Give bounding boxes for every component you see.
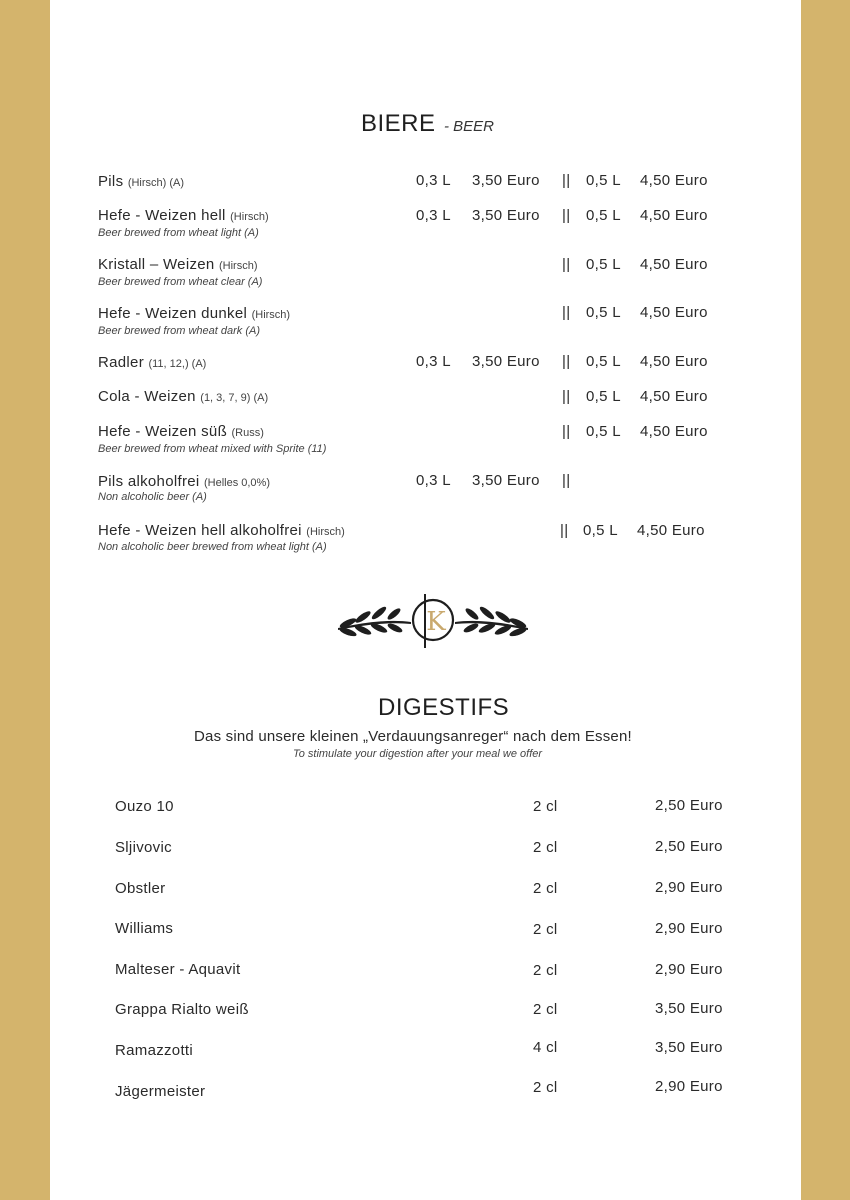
digestif-price: 2,90 Euro (655, 961, 723, 978)
digestif-volume: 2 cl (533, 962, 558, 979)
digestif-name: Obstler (115, 880, 166, 897)
beer-large-volume: 0,5 L (586, 388, 621, 405)
laurel-k-monogram-icon (333, 590, 533, 650)
beer-item-title (98, 388, 268, 406)
beer-name: Hefe - Weizen süß (98, 423, 228, 440)
beer-description: Beer brewed from wheat dark (A) (98, 325, 261, 337)
beer-item-title (98, 173, 184, 191)
beer-note: (Helles 0,0%) (203, 477, 270, 489)
beer-note: (Hirsch) (218, 260, 258, 272)
beer-description: Non alcoholic beer (A) (98, 491, 207, 503)
beer-large-price: 4,50 Euro (640, 172, 708, 189)
digestif-name: Ouzo 10 (115, 798, 174, 815)
beer-note: (Hirsch) (251, 309, 291, 321)
digestif-name: Ramazzotti (115, 1042, 194, 1059)
digestif-name: Sljivovic (115, 839, 172, 856)
digestif-volume: 2 cl (533, 1079, 558, 1096)
digestif-volume: 2 cl (533, 880, 558, 897)
beer-note: (Russ) (231, 427, 264, 439)
beer-large-price: 4,50 Euro (640, 388, 708, 405)
beer-name: Hefe - Weizen dunkel (98, 305, 248, 322)
beer-note: (11, 12,) (A) (148, 358, 207, 370)
beer-note: (1, 3, 7, 9) (A) (200, 392, 269, 404)
beer-small-price: 3,50 Euro (472, 207, 540, 224)
logo-letter: K (426, 607, 446, 637)
beer-small-price: 3,50 Euro (472, 353, 540, 370)
beer-description: Beer brewed from wheat mixed with Sprite (11) (98, 443, 327, 455)
digestif-volume: 2 cl (533, 1001, 558, 1018)
digestif-intro: Das sind unsere kleinen „Verdauungsanreger“ nach dem Essen! (194, 728, 632, 745)
digestif-volume: 2 cl (533, 921, 558, 938)
beer-large-volume: 0,5 L (586, 172, 621, 189)
beer-item-title (98, 473, 270, 491)
digestif-price: 2,50 Euro (655, 838, 723, 855)
digestif-price: 2,90 Euro (655, 879, 723, 896)
beer-description: Beer brewed from wheat clear (A) (98, 276, 263, 288)
beer-item-title (98, 256, 257, 274)
beer-name: Pils (98, 173, 124, 190)
beer-name: Hefe - Weizen hell (98, 207, 226, 224)
beer-name: Cola - Weizen (98, 388, 196, 405)
beer-large-price: 4,50 Euro (640, 423, 708, 440)
beer-note: (Hirsch) (306, 526, 345, 538)
beer-section-subtitle: - BEER (443, 118, 494, 135)
digestif-price: 2,50 Euro (655, 797, 723, 814)
beer-large-volume: 0,5 L (586, 207, 621, 224)
beer-item-title (98, 305, 290, 323)
beer-large-price: 4,50 Euro (640, 256, 708, 273)
menu-page (50, 0, 801, 1200)
beer-large-price: 4,50 Euro (640, 353, 708, 370)
digestif-intro-en: To stimulate your digestion after your meal we offer (293, 748, 543, 760)
beer-large-volume: 0,5 L (586, 256, 621, 273)
digestif-name: Malteser - Aquavit (115, 961, 241, 978)
digestif-name: Williams (115, 920, 174, 937)
beer-large-volume: 0,5 L (586, 353, 621, 370)
beer-small-volume: 0,3 L (416, 172, 451, 189)
beer-large-volume: 0,5 L (586, 423, 621, 440)
digestif-volume: 2 cl (533, 839, 558, 856)
price-separator: || (562, 256, 571, 273)
digestif-volume: 4 cl (533, 1039, 558, 1056)
beer-small-volume: 0,3 L (416, 472, 451, 489)
digestif-price: 2,90 Euro (655, 1078, 723, 1095)
beer-name: Radler (98, 354, 144, 371)
beer-note: (Hirsch) (230, 211, 269, 223)
beer-item-title (98, 207, 269, 225)
price-separator: || (562, 172, 571, 189)
beer-name: Pils alkoholfrei (98, 473, 200, 490)
digestif-section-title: DIGESTIFS (378, 694, 510, 721)
beer-name: Kristall – Weizen (98, 256, 215, 273)
digestif-volume: 2 cl (533, 798, 558, 815)
digestif-price: 3,50 Euro (655, 1039, 723, 1056)
beer-large-price: 4,50 Euro (640, 207, 708, 224)
beer-section-title: BIERE (361, 110, 436, 137)
beer-large-volume: 0,5 L (586, 304, 621, 321)
price-separator: || (562, 207, 571, 224)
beer-item-title (98, 522, 345, 540)
price-separator: || (562, 423, 571, 440)
beer-large-price: 4,50 Euro (640, 304, 708, 321)
price-separator: || (562, 353, 571, 370)
beer-item-title (98, 423, 264, 441)
beer-small-volume: 0,3 L (416, 353, 451, 370)
price-separator: || (562, 472, 571, 489)
beer-name: Hefe - Weizen hell alkoholfrei (98, 522, 302, 539)
price-separator: || (562, 388, 571, 405)
beer-small-price: 3,50 Euro (472, 172, 540, 189)
beer-description: Non alcoholic beer brewed from wheat light (A) (98, 541, 327, 553)
beer-large-price: 4,50 Euro (637, 522, 705, 539)
beer-large-volume: 0,5 L (583, 522, 618, 539)
price-separator: || (560, 522, 569, 539)
beer-description: Beer brewed from wheat light (A) (98, 227, 259, 239)
digestif-name: Grappa Rialto weiß (115, 1001, 249, 1018)
beer-small-volume: 0,3 L (416, 207, 451, 224)
beer-small-price: 3,50 Euro (472, 472, 540, 489)
digestif-price: 3,50 Euro (655, 1000, 723, 1017)
beer-note: (Hirsch) (A) (127, 177, 185, 189)
beer-item-title (98, 354, 206, 372)
digestif-name: Jägermeister (115, 1083, 206, 1100)
beer-section-heading (361, 110, 494, 138)
price-separator: || (562, 304, 571, 321)
digestif-price: 2,90 Euro (655, 920, 723, 937)
